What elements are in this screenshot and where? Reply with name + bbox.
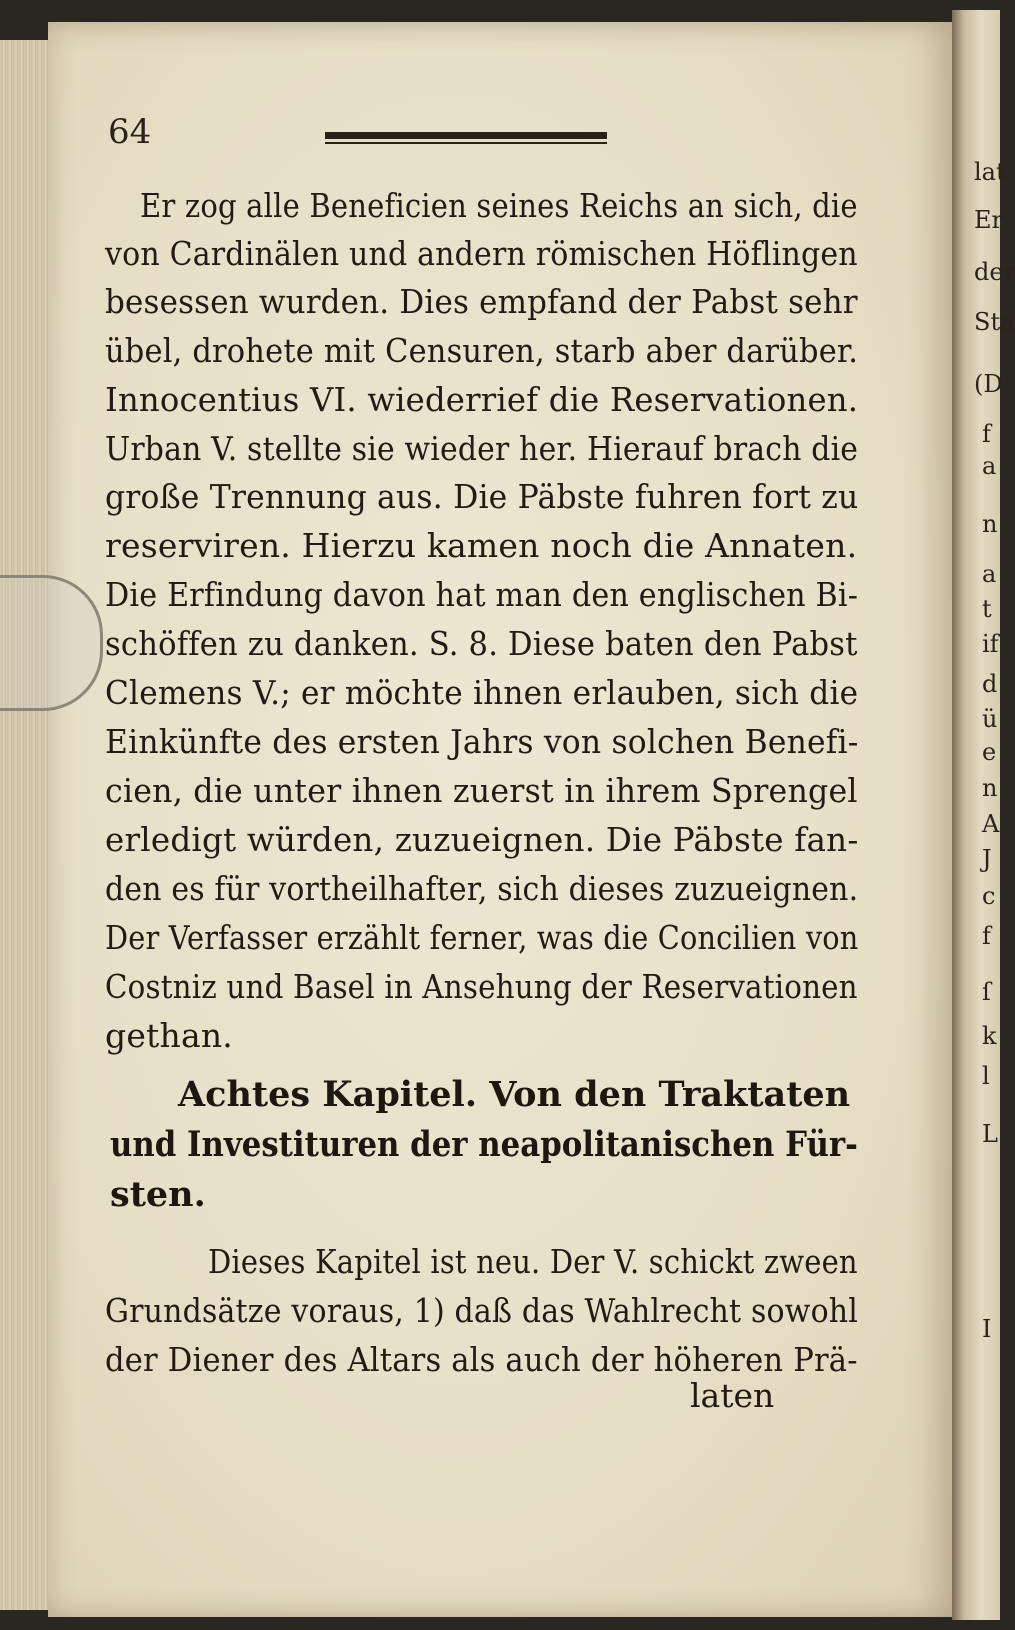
next-page-fragment: ü	[982, 705, 998, 733]
next-page-fragment: I	[982, 1315, 992, 1343]
next-page-fragment: Sta	[974, 308, 1015, 336]
text-line: besessen wurden. Dies empfand der Pabst sehr	[105, 282, 858, 321]
next-page-fragment: (D	[974, 370, 1003, 398]
text-line: Urban V. stellte sie wieder her. Hierauf brach die	[105, 429, 859, 468]
next-page-fragment: der	[974, 258, 1015, 286]
text-line: Die Erfindung davon hat man den englischen Bi-	[105, 575, 859, 614]
text-line: reserviren. Hierzu kamen noch die Annaten.	[105, 526, 858, 565]
next-page-fragment: L	[982, 1120, 998, 1148]
next-page-fragment: n	[982, 774, 998, 802]
next-page-fragment: a	[982, 560, 997, 588]
text-line: große Trennung aus. Die Päbste fuhren fort zu	[105, 477, 859, 516]
text-line: Er zog alle Beneficien seines Reichs an sich, die	[140, 186, 858, 225]
next-page-fragment: d	[982, 670, 998, 698]
chapter-heading: sten.	[110, 1174, 206, 1215]
text-line: von Cardinälen und andern römischen Höflingen	[105, 234, 858, 273]
text-line: Einkünfte des ersten Jahrs von solchen Benefi-	[105, 722, 859, 761]
header-rule-thin	[325, 142, 607, 144]
next-page-fragment: lat	[974, 158, 1006, 186]
next-page-fragment: a	[982, 452, 997, 480]
next-page-fragment: l	[982, 1062, 990, 1090]
text-line: der Diener des Altars als auch der höheren Prä-	[105, 1340, 858, 1379]
next-page-fragment: k	[982, 1022, 997, 1050]
text-line: gethan.	[105, 1016, 233, 1055]
text-line: den es für vortheilhafter, sich dieses zuzueignen.	[105, 869, 859, 908]
page-clip	[0, 575, 103, 711]
text-line: Grundsätze voraus, 1) daß das Wahlrecht sowohl	[105, 1291, 859, 1330]
next-page-fragment: f	[982, 420, 991, 448]
next-page-fragment: f	[982, 922, 991, 950]
next-page-fragment: n	[982, 510, 998, 538]
catchword: laten	[690, 1376, 775, 1415]
next-page-strip	[952, 10, 1015, 1620]
next-page-fragment: A	[982, 810, 1000, 838]
next-page-fragment: ſ	[982, 978, 991, 1006]
text-line: Der Verfasser erzählt ferner, was die Concilien von	[105, 918, 859, 957]
next-page-fragment: if	[982, 630, 999, 658]
page-number: 64	[108, 112, 152, 152]
text-line: Costniz und Basel in Ansehung der Reservationen	[105, 967, 858, 1006]
next-page-fragment: e	[982, 738, 997, 766]
text-line: schöffen zu danken. S. 8. Diese baten den Pabst	[105, 624, 858, 663]
next-page-fragment: Er	[974, 206, 1003, 234]
text-line: Innocentius VI. wiederrief die Reservationen.	[105, 380, 859, 419]
next-page-fragment: t	[982, 595, 992, 623]
text-line: Clemens V.; er möchte ihnen erlauben, sich die	[105, 673, 859, 712]
next-page-fragment: J	[982, 845, 992, 873]
header-rule	[325, 132, 607, 146]
text-line: cien, die unter ihnen zuerst in ihrem Sprengel	[105, 771, 858, 810]
next-page-fragment: c	[982, 882, 996, 910]
header-rule-thick	[325, 132, 607, 139]
chapter-heading: Achtes Kapitel. Von den Traktaten	[178, 1074, 851, 1115]
text-line: Dieses Kapitel ist neu. Der V. schickt zween	[208, 1242, 858, 1281]
text-line: erledigt würden, zuzueignen. Die Päbste fan-	[105, 820, 859, 859]
text-line: übel, drohete mit Censuren, starb aber darüber.	[105, 331, 859, 370]
chapter-heading: und Investituren der neapolitanischen Für-	[110, 1124, 858, 1165]
